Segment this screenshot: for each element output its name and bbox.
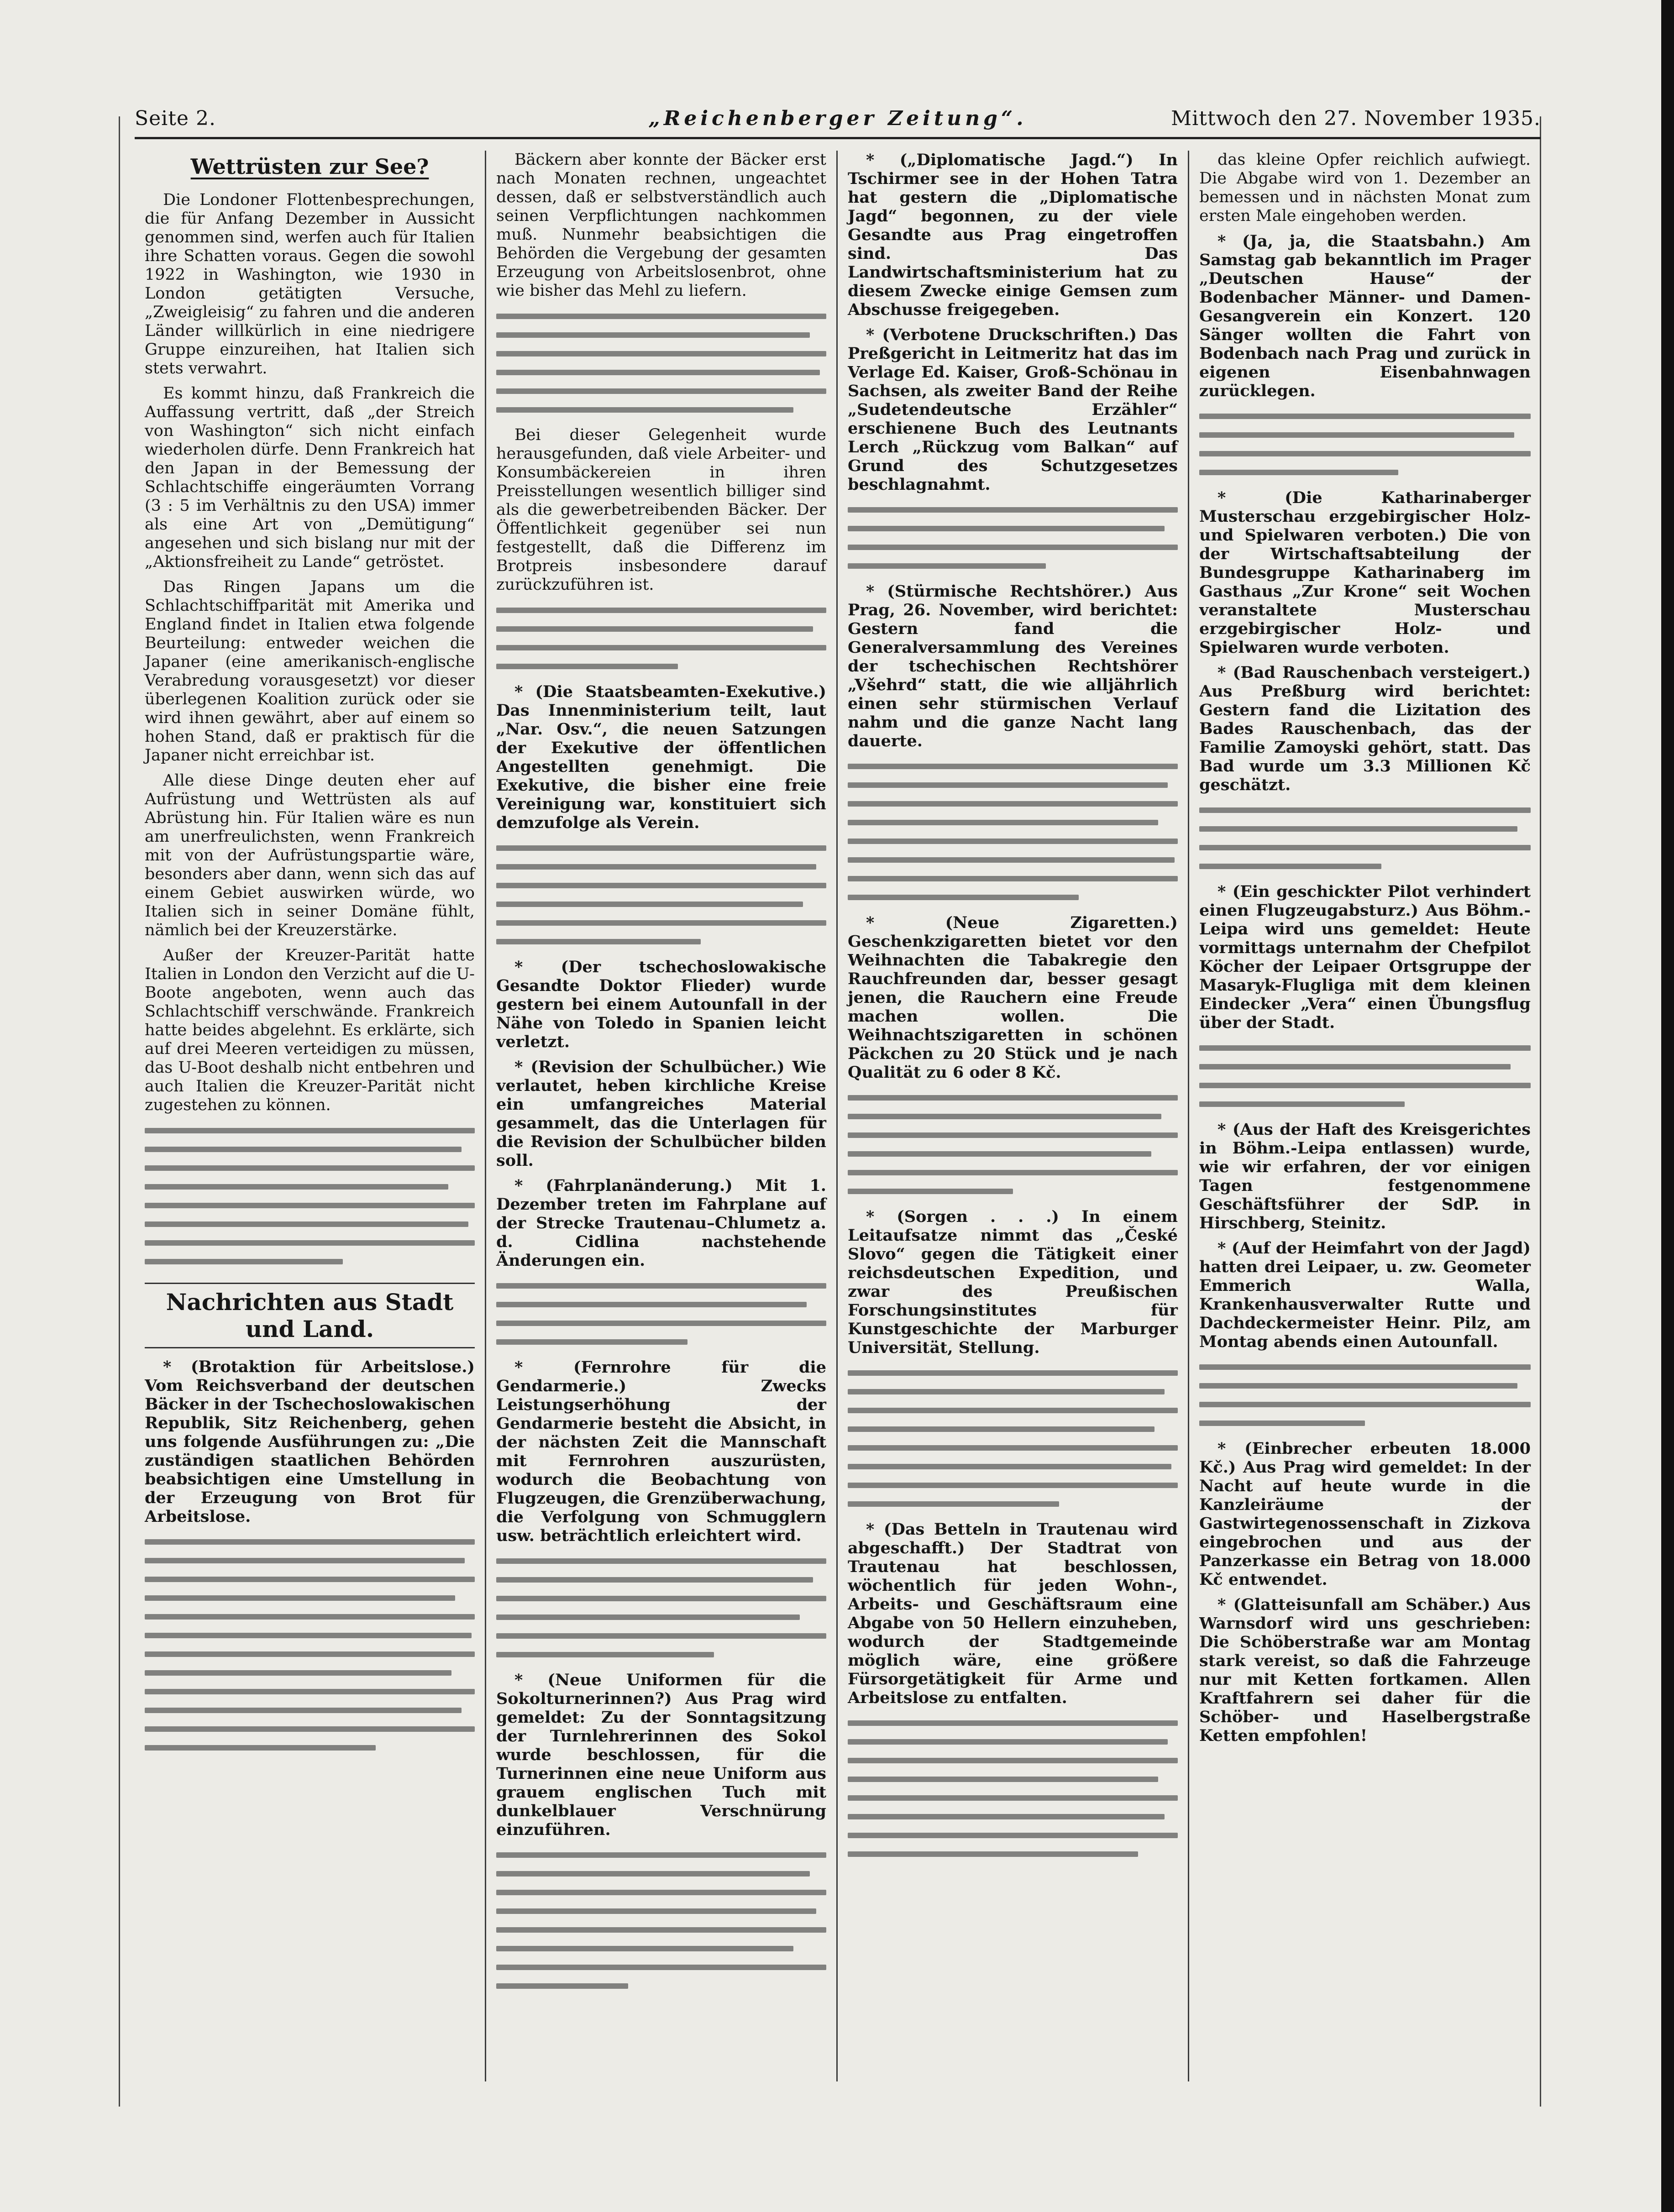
article-paragraph: das kleine Opfer reichlich aufwiegt. Die Abgabe wird von 1. Dezember an bemessen und in nächsten Monat zum ersten Male eingehoben werden. <box>1199 151 1531 225</box>
news-item: * (Die Katharinaberger Musterschau erzgebirgischer Holz- und Spielwaren verboten.) Die von der Wirtschaftsabteilung der Bundesgruppe Katharinaberg im Gasthaus „Zur Krone“ seit Wochen veranstaltete Musterschau erzgebirgischer Holz- und Spielwaren wurde verboten. <box>1199 488 1531 657</box>
news-item: * (Revision der Schulbücher.) Wie verlautet, heben kirchliche Kreise ein umfangreiches Material gesammelt, das die Unterlagen für die Revision der Schulbücher bilden soll. <box>496 1058 826 1170</box>
text-lines <box>848 1720 1178 1857</box>
news-item: * (Der tschechoslowakische Gesandte Doktor Flieder) wurde gestern bei einem Autounfall in der Nähe von Toledo in Spanien leicht verletzt. <box>496 958 826 1051</box>
column-3 <box>838 151 1189 2081</box>
text-lines <box>496 845 826 944</box>
column-2 <box>486 151 838 2081</box>
page-header <box>135 100 1541 139</box>
text-lines <box>848 1370 1178 1507</box>
article-paragraph: Bei dieser Gelegenheit wurde herausgefunden, daß viele Arbeiter- und Konsumbäckereien in ihren Preisstellungen wesentlich billiger sind als die gewerbetreibenden Bäcker. Der Öffentlichkeit gegenüber sei nun festgestellt, daß die Differenz im Brotpreis insbesondere darauf zurückzuführen ist. <box>496 426 826 594</box>
news-item: * (Fernrohre für die Gendarmerie.) Zwecks Leistungserhöhung der Gendarmerie besteht die Absicht, in der nächsten Zeit die Mannschaft mit Fernrohren auszurüsten, wodurch die Beobachtung von Flugzeugen, die Grenzüberwachung, die Verfolgung von Schmugglern usw. beträchtlich erleichtert wird. <box>496 1358 826 1545</box>
text-lines <box>145 1539 475 1751</box>
text-lines <box>145 1128 475 1264</box>
columns <box>135 151 1541 2081</box>
news-item: * (Das Betteln in Trautenau wird abgeschafft.) Der Stadtrat von Trautenau hat beschlossen, wöchentlich für jeden Wohn-, Arbeits- und Geschäftsraum eine Abgabe von 50 Hellern einzuheben, wodurch der Stadtgemeinde möglich wäre, eine größere Fürsorgetätigkeit für Arme und Arbeitslose zu entfalten. <box>848 1520 1178 1707</box>
news-item: * (Glatteisunfall am Schäber.) Aus Warnsdorf wird uns geschrieben: Die Schöberstraße war am Montag stark vereist, so daß die Fahrzeuge nur mit Ketten fortkamen. Allen Kraftfahrern sei daher für die Schöber- und Haselbergstraße Ketten empfohlen! <box>1199 1595 1531 1745</box>
text-lines <box>496 1283 826 1345</box>
text-lines <box>1199 414 1531 475</box>
news-item: * (Sorgen . . .) In einem Leitaufsatze nimmt das „České Slovo“ gegen die Tätigkeit einer reichsdeutschen Expedition, und zwar des Preußischen Forschungsinstitutes für Kunstgeschichte der Marburger Universität, Stellung. <box>848 1207 1178 1357</box>
section-title: Nachrichten aus Stadt und Land. <box>145 1283 475 1348</box>
news-item: * (Neue Uniformen für die Sokolturnerinnen?) Aus Prag wird gemeldet: Zu der Sonntagsitzung der Turnlehrerinnen des Sokol wurde beschlossen, für die Turnerinnen eine neue Uniform aus grauem englischen Tuch mit dunkelblauer Verschnürung einzuführen. <box>496 1671 826 1839</box>
news-item: * (Ja, ja, die Staatsbahn.) Am Samstag gab bekanntlich im Prager „Deutschen Hause“ der Bodenbacher Männer- und Damen-Gesangverein ein Konzert. 120 Sänger wollten die Fahrt von Bodenbach nach Prag und zurück in eigenen Eisenbahnwagen zurücklegen. <box>1199 232 1531 400</box>
text-lines <box>848 1095 1178 1194</box>
news-item: * (Die Staatsbeamten-Exekutive.) Das Innenministerium teilt, laut „Nar. Osv.“, die neuen Satzungen der Exekutive der öffentlichen Angestellten genehmigt. Die Exekutive, die bisher eine freie Vereinigung war, konstituiert sich demzufolge als Verein. <box>496 682 826 832</box>
news-item: * (Neue Zigaretten.) Geschenkzigaretten bietet vor den Weihnachten die Tabakregie den Rauchfreunden dar, besser gesagt jenen, die Rauchern eine Freude machen wollen. Die Weihnachtszigaretten in schönen Päckchen zu 20 Stück und je nach Qualität zu 6 oder 8 Kč. <box>848 913 1178 1082</box>
news-item: * (Fahrplanänderung.) Mit 1. Dezember treten im Fahrplane auf der Strecke Trautenau–Chlumetz a. d. Cidlina nachstehende Änderungen ein. <box>496 1176 826 1270</box>
news-item: * (Aus der Haft des Kreisgerichtes in Böhm.-Leipa entlassen) wurde, wie wir erfahren, der vor einigen Tagen festgenommene Geschäftsführer der SdP. in Hirschberg, Steinitz. <box>1199 1120 1531 1232</box>
news-item: * (Bad Rauschenbach versteigert.) Aus Preßburg wird berichtet: Gestern fand die Lizitation des Bades Rauschenbach, das der Familie Zamoyski gehört, statt. Das Bad wurde um 3.3 Millionen Kč geschätzt. <box>1199 663 1531 794</box>
text-lines <box>496 1852 826 1989</box>
article-paragraph: Alle diese Dinge deuten eher auf Aufrüstung und Wettrüsten als auf Abrüstung hin. Für Italien wäre es nun am unerfreulichsten, wenn Frankreich mit von der Aufrüstungspartie wäre, besonders aber dann, wenn sich das auf einem Gebiet auswirken würde, wo Italien sich in seiner Domäne fühlt, nämlich bei der Kreuzerstärke. <box>145 771 475 939</box>
article-paragraph: Bäckern aber konnte der Bäcker erst nach Monaten rechnen, ungeachtet dessen, daß er selbstverständlich auch seinen Verpflichtungen nachkommen muß. Nunmehr beabsichtigen die Behörden die Vergebung der gesamten Erzeugung von Arbeitslosenbrot, ohne wie bisher das Mehl zu liefern. <box>496 151 826 300</box>
article-paragraph: Es kommt hinzu, daß Frankreich die Auffassung vertritt, daß „der Streich von Washington“ sich nicht einfach wiederholen dürfe. Denn Frankreich hat den Japan in der Bemessung der Schlachtschiffe eingeräumten Vorrang (3 : 5 im Verhältnis zu den USA) immer als eine Art von „Demütigung“ angesehen und sich bislang nur mit der „Aktionsfreiheit zu Lande“ getröstet. <box>145 384 475 571</box>
text-lines <box>496 314 826 413</box>
column-4 <box>1189 151 1541 2081</box>
text-lines <box>848 764 1178 900</box>
text-lines <box>1199 1045 1531 1107</box>
text-lines <box>848 507 1178 569</box>
text-lines <box>496 1558 826 1657</box>
news-item: * (Einbrecher erbeuten 18.000 Kč.) Aus Prag wird gemeldet: In der Nacht auf heute wurde in die Kanzleiräume der Gastwirtegenossenschaft in Zizkova eingebrochen und aus der Panzerkasse ein Betrag von 18.000 Kč entwendet. <box>1199 1439 1531 1589</box>
news-item: * (Verbotene Druckschriften.) Das Preßgericht in Leitmeritz hat das im Verlage Ed. Kaiser, Groß-Schönau in Sachsen, als zweiter Band der Reihe „Sudetendeutsche Erzähler“ erschienene Buch des Leutnants Lerch „Rückzug vom Balkan“ auf Grund des Schutzgesetzes beschlagnahmt. <box>848 325 1178 494</box>
news-item: * (Auf der Heimfahrt von der Jagd) hatten drei Leipaer, u. zw. Geometer Emmerich Walla, Krankenhausverwalter Rutte und Dachdeckermeister Heinr. Pilz, am Montag abends einen Autounfall. <box>1199 1239 1531 1351</box>
news-item: * (Brotaktion für Arbeitslose.) Vom Reichsverband der deutschen Bäcker in der Tschechoslowakischen Republik, Sitz Reichenberg, gehen uns folgende Ausführungen zu: „Die zuständigen staatlichen Behörden beabsichtigen eine Umstellung in der Erzeugung von Brot für Arbeitslose. <box>145 1358 475 1526</box>
article-paragraph: Die Londoner Flottenbesprechungen, die für Anfang Dezember in Aussicht genommen sind, werfen auch für Italien ihre Schatten voraus. Gegen die sowohl 1922 in Washington, wie 1930 in London getätigten Versuche, „Zweigleisig“ zu fahren und die anderen Länder willkürlich in eine niedrigere Gruppe einzureihen, hat Italien sich stets verwahrt. <box>145 191 475 377</box>
text-lines <box>1199 1364 1531 1426</box>
newspaper-title: „Reichenberger Zeitung“. <box>648 107 1027 130</box>
article-headline: Wettrüsten zur See? <box>190 154 429 179</box>
page-number: Seite 2. <box>135 107 216 130</box>
news-item: * (Ein geschickter Pilot verhindert einen Flugzeugabsturz.) Aus Böhm.-Leipa wird uns gemeldet: Heute vormittags unternahm der Chefpilot Köcher der Leipaer Ortsgruppe der Masaryk-Flugliga mit dem kleinen Eindecker „Vera“ einen Übungsflug über der Stadt. <box>1199 882 1531 1032</box>
issue-date: Mittwoch den 27. November 1935. <box>1171 107 1541 130</box>
news-item: * („Diplomatische Jagd.“) In Tschirmer see in der Hohen Tatra hat gestern die „Diplomatische Jagd“ begonnen, zu der viele Gesandte aus Prag eingetroffen sind. Das Landwirtschaftsministerium hat zu diesem Zwecke einige Gemsen zum Abschusse freigegeben. <box>848 151 1178 319</box>
text-lines <box>1199 807 1531 869</box>
column-1 <box>135 151 486 2081</box>
news-item: * (Stürmische Rechtshörer.) Aus Prag, 26. November, wird berichtet: Gestern fand die Generalversammlung des Vereines der tschechischen Rechtshörer „Všehrd“ statt, die wie alljährlich einen sehr stürmischen Verlauf nahm und die ganze Nacht lang dauerte. <box>848 582 1178 750</box>
article-paragraph: Außer der Kreuzer-Parität hatte Italien in London den Verzicht auf die U-Boote angeboten, wenn auch das Schlachtschiff verschwände. Frankreich hatte beides abgelehnt. Es erklärte, sich auf drei Meeren verteidigen zu müssen, das U-Boot deshalb nicht entbehren und auch Italien die Kreuzer-Parität nicht zugestehen zu können. <box>145 946 475 1114</box>
text-lines <box>496 608 826 669</box>
article-paragraph: Das Ringen Japans um die Schlachtschiffparität mit Amerika und England findet in Italien etwa folgende Beurteilung: entweder weichen die Japaner (eine amerikanisch-englische Verabredung vorausgesetzt) vor dieser überlegenen Koalition zurück oder sie wird ihnen gewährt, aber auf einem so hohen Stand, daß er praktisch für die Japaner nicht erreichbar ist. <box>145 578 475 765</box>
